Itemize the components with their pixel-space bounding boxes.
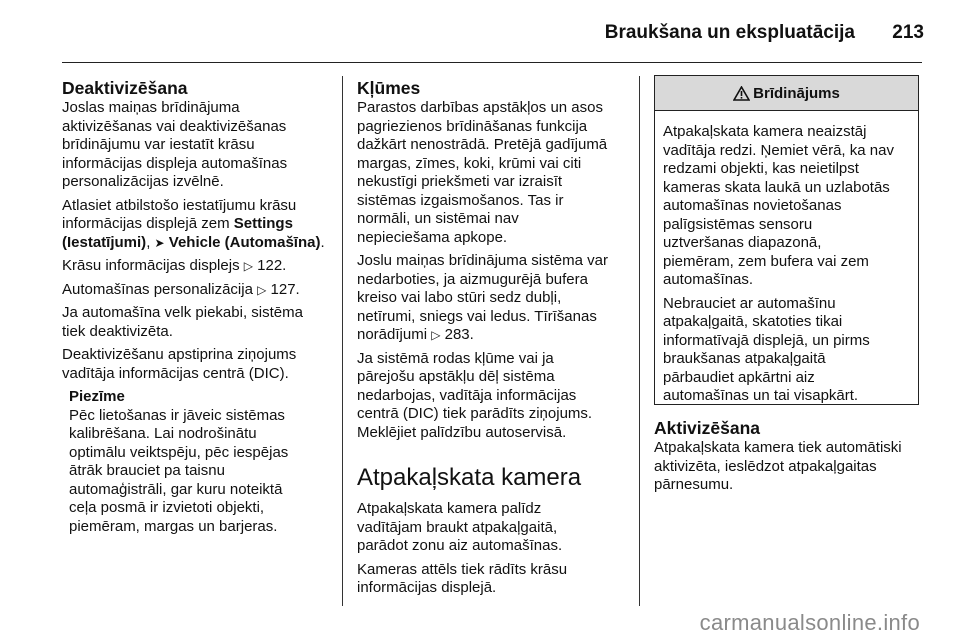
text-line: Atpakaļskata kamera tiek automātiski	[654, 439, 902, 456]
page-reference: 283.	[444, 326, 474, 343]
arrow-right-icon: ➤	[154, 235, 165, 250]
watermark: carmanualsonline.info	[699, 610, 920, 635]
text-line: vadītājam braukt atpakaļgaitā,	[357, 518, 558, 536]
text-line: atpakaļgaitā, skatoties tikai	[663, 313, 843, 330]
text-line: kameras skata laukā un uzlabotās	[663, 178, 890, 196]
text-line: Nebrauciet ar automašīnu	[663, 294, 836, 312]
paragraph	[62, 346, 330, 383]
menu-path-vehicle: Vehicle (Automašīna)	[168, 233, 321, 251]
text-line: normāli, un sistēmai nav	[357, 210, 519, 227]
column-2	[357, 78, 627, 603]
text-line: pārnesumu.	[654, 476, 734, 493]
text-line	[62, 215, 330, 234]
text-line	[357, 326, 627, 345]
text-line: Joslu maiņas brīdinājuma sistēma var	[357, 252, 608, 269]
header-title: Braukšana un ekspluatācija	[604, 22, 855, 43]
text-run: ,	[146, 233, 155, 251]
text-line: automaģistrāli, gar kuru noteiktā	[69, 480, 283, 498]
text-line: Atpakaļskata kamera palīdz	[357, 500, 542, 517]
text-line: optimālu veiktspēju, pēc iespējas	[69, 443, 289, 461]
text-line: Atlasiet atbilstošo iestatījumu krāsu	[62, 196, 297, 214]
section-heading-deactivation: Deaktivizēšana	[62, 78, 188, 98]
note-block	[62, 388, 330, 536]
text-line: redzami objekti, kas neietilpst	[663, 160, 859, 177]
text-run: Krāsu informācijas displejs	[62, 257, 244, 274]
text-line	[62, 234, 330, 253]
text-line: informatīvajā displejā, un pirms	[663, 331, 870, 349]
text-line: centrā (DIC) tiek parādīts ziņojums.	[357, 405, 593, 422]
column-1	[62, 78, 330, 536]
page-reference: 127.	[270, 280, 300, 298]
paragraph	[357, 500, 627, 556]
paragraph	[62, 99, 330, 192]
text-line: tiek deaktivizēta.	[62, 322, 173, 340]
paragraph	[62, 304, 330, 341]
text-line: kalibrēšana. Lai nodrošinātu	[69, 425, 257, 442]
menu-path-settings: Settings	[233, 215, 293, 232]
text-line: netīrumi, sniegs vai ledus. Tīrīšanas	[357, 307, 597, 325]
paragraph	[357, 252, 627, 345]
text-line: pārejošu apstākļu dēļ sistēma	[357, 368, 555, 385]
paragraph	[357, 350, 627, 443]
section-heading-faults: Kļūmes	[357, 78, 421, 98]
page-reference-triangle-icon: ▷	[257, 282, 267, 297]
warning-box	[654, 75, 919, 405]
text-line: piemēram, margas un barjeras.	[69, 517, 278, 535]
header-rule	[62, 62, 922, 63]
page-header	[0, 0, 960, 60]
paragraph	[663, 295, 912, 406]
text-line: braukšanas atpakaļgaitā	[663, 350, 826, 367]
text-line: ceļa posmā ir izvietoti objekti,	[69, 499, 265, 516]
text-line: vadītāja redzi. Ņemiet vērā, ka nav	[663, 141, 894, 159]
paragraph	[663, 123, 912, 290]
text-line: uztveršanas diapazonā,	[663, 234, 822, 251]
paragraph	[62, 197, 330, 253]
text-line: Ja sistēmā rodas kļūme vai ja	[357, 349, 554, 367]
text-line: automašīnas novietošanas	[663, 197, 842, 214]
page-number: 213	[892, 22, 924, 43]
text-line: nedarboties, ja aizmugurējā bufera	[357, 270, 588, 288]
text-line: Kameras attēls tiek rādīts krāsu	[357, 560, 568, 578]
text-line: informācijas displeja automašīnas	[62, 154, 288, 172]
text-line: Parastos darbības apstākļos un asos	[357, 99, 603, 116]
warning-title: Brīdinājums	[753, 84, 840, 102]
column-3-activation	[654, 418, 922, 500]
text-line: Pēc lietošanas ir jāveic sistēmas	[69, 406, 285, 424]
text-line: parādot zonu aiz automašīnas.	[357, 537, 563, 554]
text-line: ātrāk brauciet pa taisnu	[69, 462, 225, 479]
text-line: margas, zīmes, koki, krūmi vai citi	[357, 154, 582, 172]
text-line: Meklējiet palīdzību autoservisā.	[357, 423, 567, 441]
text-line: dažkārt nenostrādā. Pretējā gadījumā	[357, 136, 608, 153]
text-line: automašīnas.	[663, 271, 754, 288]
paragraph	[654, 439, 922, 495]
text-line: Ja automašīna velk piekabi, sistēma	[62, 304, 303, 321]
warning-body	[655, 111, 918, 406]
column-divider	[342, 76, 343, 606]
text-run: .	[320, 233, 325, 251]
text-run: norādījumi	[357, 326, 432, 343]
text-line: informācijas displejā.	[357, 579, 497, 596]
text-line: pārbaudiet apkārtni aiz	[663, 368, 815, 386]
cross-reference	[62, 281, 330, 300]
text-line: vadītāja informācijas centrā (DIC).	[62, 364, 289, 382]
text-line: Deaktivizēšanu apstiprina ziņojums	[62, 346, 297, 363]
section-heading-activation: Aktivizēšana	[654, 418, 761, 438]
text-run: informācijas displejā zem	[62, 215, 234, 232]
text-line: personalizācijas izvēlnē.	[62, 173, 224, 190]
text-line: Atpakaļskata kamera neaizstāj	[663, 123, 867, 140]
section-title-rear-camera: Atpakaļskata kamera	[357, 464, 582, 491]
page-reference-triangle-icon: ▷	[431, 328, 441, 342]
note-title: Piezīme	[69, 388, 125, 405]
text-line: aktivizēta, ieslēdzot atpakaļgaitas	[654, 457, 877, 475]
column-divider	[639, 76, 640, 606]
paragraph	[357, 99, 627, 247]
text-line: sistēmas izgaismošanos. Tas ir	[357, 191, 564, 209]
paragraph	[357, 561, 627, 598]
cross-reference	[62, 257, 330, 276]
menu-path-settings-translation: (Iestatījumi)	[62, 233, 147, 251]
text-line: pagriezienos brīdināšanas funkcija	[357, 117, 588, 135]
text-line: aktivizēšanas vai deaktivizēšanas	[62, 117, 287, 135]
text-line: piemēram, zem bufera vai zem	[663, 252, 869, 270]
text-line: brīdinājumu var iestatīt krāsu	[62, 136, 255, 153]
text-line: palīgsistēmas sensoru	[663, 215, 813, 233]
warning-triangle-icon	[733, 86, 750, 101]
text-line: nepieciešama apkope.	[357, 228, 508, 246]
text-line: kreiso vai labo stūri sedz dubļi,	[357, 289, 562, 306]
text-line: Joslas maiņas brīdinājuma	[62, 99, 240, 116]
text-line: nedarbojas, vadītāja informācijas	[357, 386, 577, 404]
page-reference-triangle-icon: ▷	[243, 259, 253, 273]
text-line: automašīnas un tai visapkārt.	[663, 387, 859, 404]
text-run: Automašīnas personalizācija	[62, 280, 258, 298]
text-line: nekustīgi priekšmeti var izraisīt	[357, 173, 563, 190]
warning-header	[655, 76, 918, 111]
page-reference: 122.	[257, 257, 287, 274]
